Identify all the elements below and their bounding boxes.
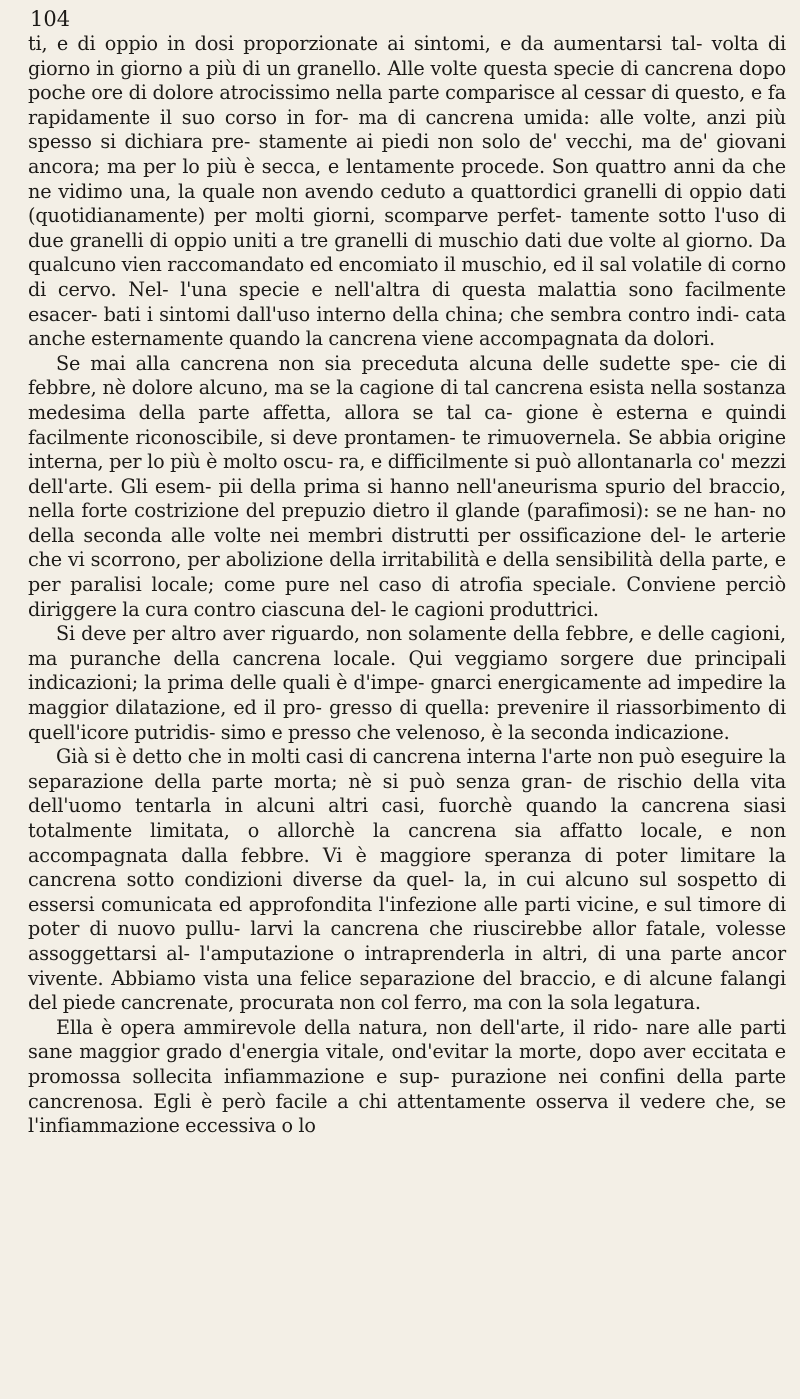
page-number: 104 <box>30 7 71 31</box>
paragraph-1: ti, e di oppio in dosi proporzionate ai sintomi, e da aumentarsi tal- volta di giorno in giorno a più di un granello. Alle volte questa specie di cancrena dopo poche ore di dolore atrocissimo nella parte comparisce al cessar di questo, e fa rapidamente il suo corso in for- ma di cancrena umida: alle volte, anzi più spesso si dichiara pre- stamente ai piedi non solo de' vecchi, ma de' giovani ancora; ma per lo più è secca, e lentamente procede. Son quattro anni da che ne vidimo una, la quale non avendo ceduto a quattordici granelli di oppio dati (quotidianamente) per molti giorni, scomparve perfet- tamente sotto l'uso di due granelli di oppio uniti a tre granelli di muschio dati due volte al giorno. Da qualcuno vien raccomandato ed encomiato il muschio, ed il sal volatile di corno di cervo. Nel- l'una specie e nell'altra di questa malattia sono facilmente esacer- bati i sintomi dall'uso interno della china; che sembra contro indi- cata anche esternamente quando la cancrena viene accompagnata da dolori. <box>28 32 786 351</box>
paragraph-5: Ella è opera ammirevole della natura, non dell'arte, il rido- nare alle parti sane maggior grado d'energia vitale, ond'evitar la morte, dopo aver eccitata e promossa sollecita infiammazione e sup- purazione nei confini della parte cancrenosa. Egli è però facile a chi attentamente osserva il vedere che, se l'infiammazione eccessiva o lo <box>28 1015 786 1138</box>
paragraph-4: Già si è detto che in molti casi di cancrena interna l'arte non può eseguire la separazione della parte morta; nè si può senza gran- de rischio della vita dell'uomo tentarla in alcuni altri casi, fuorchè quando la cancrena siasi totalmente limitata, o allorchè la cancrena sia affatto locale, e non accompagnata dalla febbre. Vi è maggiore speranza di poter limitare la cancrena sotto condizioni diverse da quel- la, in cui alcuno sul sospetto di essersi comunicata ed approfondita l'infezione alle parti vicine, e sul timore di poter di nuovo pullu- larvi la cancrena che riuscirebbe allor fatale, volesse assoggettarsi al- l'amputazione o intraprenderla in altri, di una parte ancor vivente. Abbiamo vista una felice separazione del braccio, e di alcune falangi del piede cancrenate, procurata non col ferro, ma con la sola legatura. <box>28 745 786 1015</box>
body-text <box>28 32 786 1139</box>
paragraph-3: Si deve per altro aver riguardo, non solamente della febbre, e delle cagioni, ma puranche della cancrena locale. Qui veggiamo sorgere due principali indicazioni; la prima delle quali è d'impe- gnarci energicamente ad impedire la maggior dilatazione, ed il pro- gresso di quella: prevenire il riassorbimento di quell'icore putridis- simo e presso che velenoso, è la seconda indicazione. <box>28 622 786 744</box>
paragraph-2: Se mai alla cancrena non sia preceduta alcuna delle sudette spe- cie di febbre, nè dolore alcuno, ma se la cagione di tal cancrena esista nella sostanza medesima della parte affetta, allora se tal ca- gione è esterna e quindi facilmente riconoscibile, si deve prontamen- te rimuovernela. Se abbia origine interna, per lo più è molto oscu- ra, e difficilmente si può allontanarla co' mezzi dell'arte. Gli esem- pii della prima si hanno nell'aneurisma spurio del braccio, nella forte costrizione del prepuzio dietro il glande (parafimosi): se ne han- no della seconda alle volte nei membri distrutti per ossificazione del- le arterie che vi scorrono, per abolizione della irritabilità e della sensibilità della parte, e per paralisi locale; come pure nel caso di atrofia speciale. Conviene perciò diriggere la cura contro ciascuna del- le cagioni produttrici. <box>28 351 786 621</box>
